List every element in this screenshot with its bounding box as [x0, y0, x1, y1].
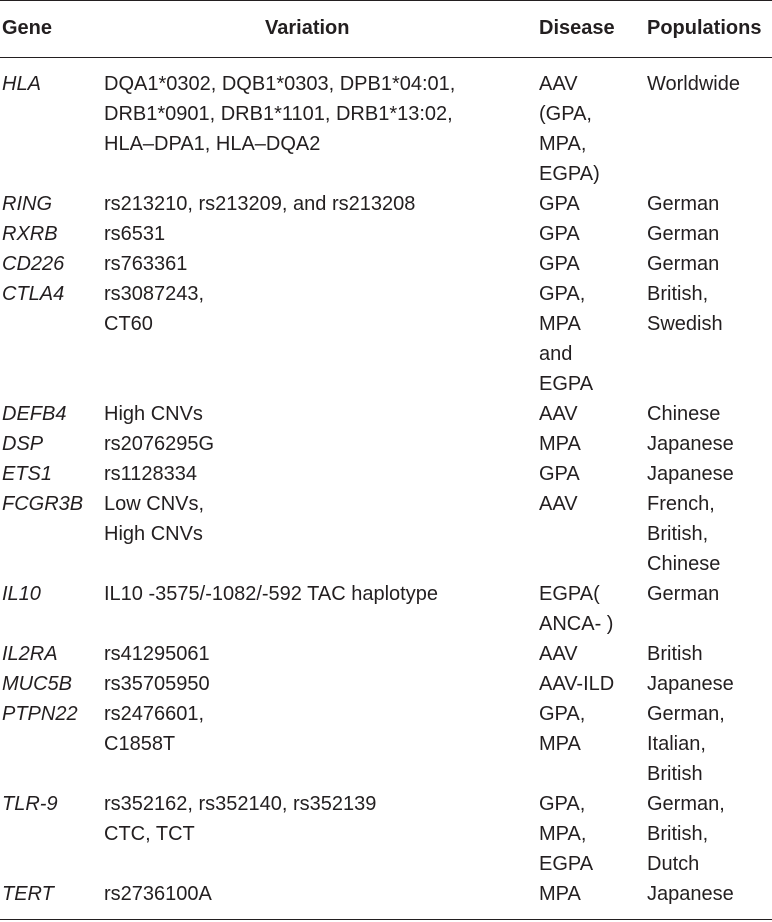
cell-gene: TLR-9 [2, 793, 58, 815]
cell-disease: GPA [539, 193, 580, 215]
cell-disease: GPA [539, 223, 580, 245]
cell-gene: IL10 [2, 583, 41, 605]
cell-populations: German [647, 193, 720, 215]
cell-gene: CTLA4 [2, 283, 65, 305]
cell-disease: GPA, MPA [539, 703, 586, 755]
cell-variation: IL10 -3575/-1082/-592 TAC haplotype [104, 583, 438, 605]
top-rule [0, 0, 772, 1]
cell-variation: rs213210, rs213209, and rs213208 [104, 193, 416, 215]
cell-populations: British [647, 643, 703, 665]
cell-variation: rs41295061 [104, 643, 210, 665]
cell-variation: rs2076295G [104, 433, 215, 455]
cell-gene: ETS1 [2, 463, 53, 485]
cell-variation: rs2476601, C1858T [104, 703, 205, 755]
cell-populations: Japanese [647, 433, 734, 455]
cell-variation: rs6531 [104, 223, 166, 245]
cell-variation: rs2736100A [104, 883, 212, 905]
cell-gene: IL2RA [2, 643, 58, 665]
cell-disease: AAV (GPA, MPA, EGPA) [539, 73, 600, 185]
cell-variation: rs763361 [104, 253, 188, 275]
cell-disease: MPA [539, 433, 581, 455]
cell-populations: German [647, 583, 720, 605]
cell-populations: German, Italian, British [647, 703, 725, 785]
cell-gene: DSP [2, 433, 44, 455]
cell-gene: PTPN22 [2, 703, 78, 725]
cell-populations: German, British, Dutch [647, 793, 725, 875]
header-gene: Gene [2, 17, 53, 39]
cell-disease: GPA [539, 463, 580, 485]
cell-variation: rs3087243, CT60 [104, 283, 205, 335]
cell-variation: Low CNVs, High CNVs [104, 493, 205, 545]
cell-gene: FCGR3B [2, 493, 84, 515]
cell-disease: AAV-ILD [539, 673, 615, 695]
cell-disease: AAV [539, 403, 578, 425]
cell-variation: High CNVs [104, 403, 203, 425]
cell-gene: MUC5B [2, 673, 73, 695]
cell-disease: AAV [539, 643, 578, 665]
header-variation: Variation [265, 17, 350, 39]
header-disease: Disease [539, 17, 615, 39]
cell-populations: Japanese [647, 883, 734, 905]
cell-populations: British, Swedish [647, 283, 723, 335]
header-populations: Populations [647, 17, 762, 39]
cell-gene: RING [2, 193, 52, 215]
cell-disease: GPA, MPA, EGPA [539, 793, 594, 875]
cell-variation: rs35705950 [104, 673, 210, 695]
cell-variation: rs1128334 [104, 463, 198, 485]
bottom-rule [0, 919, 772, 920]
cell-disease: AAV [539, 493, 578, 515]
cell-disease: EGPA( ANCA- ) [539, 583, 614, 635]
cell-populations: French, British, Chinese [647, 493, 721, 575]
cell-populations: Chinese [647, 403, 721, 425]
cell-gene: RXRB [2, 223, 58, 245]
cell-gene: DEFB4 [2, 403, 67, 425]
header-rule [0, 57, 772, 58]
cell-populations: German [647, 253, 720, 275]
cell-disease: GPA, MPA and EGPA [539, 283, 594, 395]
cell-populations: Japanese [647, 673, 734, 695]
cell-populations: Worldwide [647, 73, 740, 95]
cell-variation: DQA1*0302, DQB1*0303, DPB1*04:01, DRB1*0901, DRB1*1101, DRB1*13:02, HLA–DPA1, HLA–DQA2 [104, 73, 456, 155]
cell-gene: TERT [2, 883, 54, 905]
cell-variation: rs352162, rs352140, rs352139 CTC, TCT [104, 793, 377, 845]
cell-gene: HLA [2, 73, 41, 95]
cell-gene: CD226 [2, 253, 65, 275]
cell-populations: Japanese [647, 463, 734, 485]
cell-disease: MPA [539, 883, 581, 905]
cell-disease: GPA [539, 253, 580, 275]
cell-populations: German [647, 223, 720, 245]
